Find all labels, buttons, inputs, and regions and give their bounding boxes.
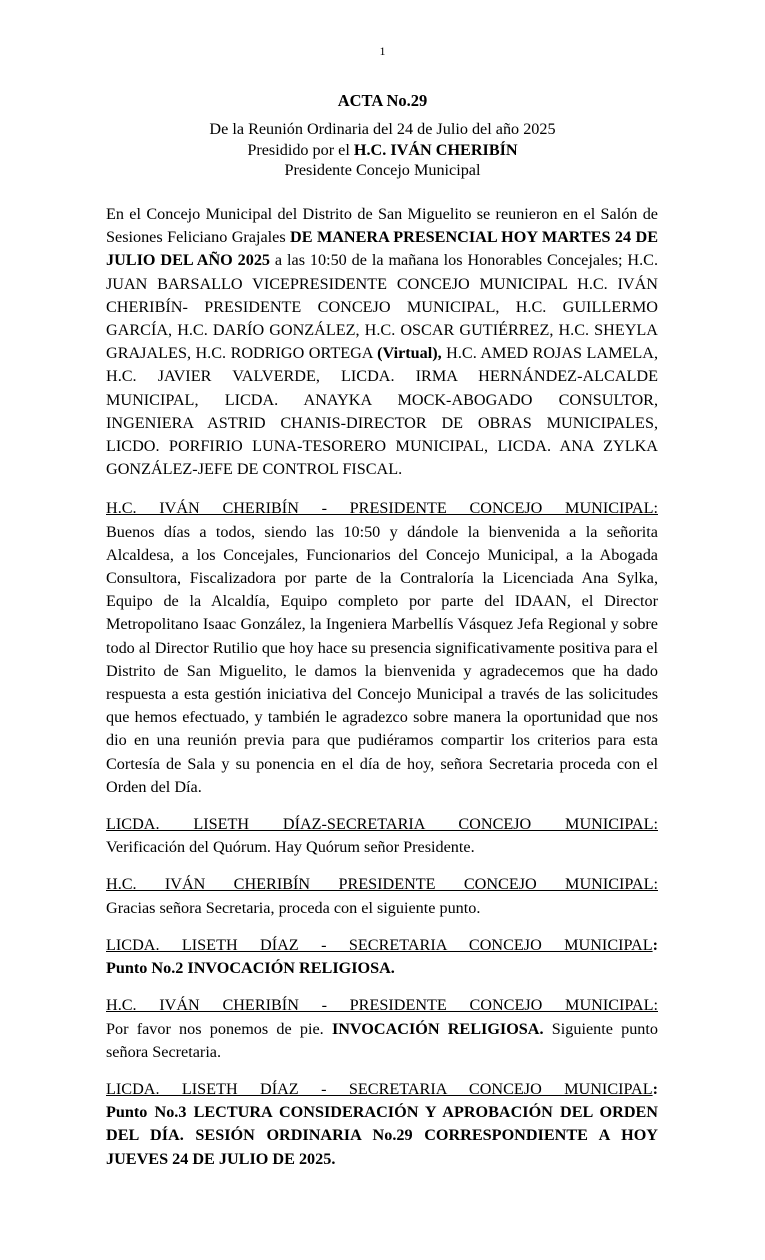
president-name: H.C. IVÁN CHERIBÍN [353,140,518,159]
speaker-label: H.C. IVÁN CHERIBÍN PRESIDENTE CONCEJO MUNICIPAL: [106,875,658,894]
acta-title: ACTA No.29 [337,91,428,110]
presided-by-prefix: Presidido por el [247,140,354,159]
intro-bold-1: DE MANERA PRESENCIAL HOY MARTES 24 DE JULIO DEL AÑO 2025 [106,228,658,270]
secretary-punto3-paragraph [106,1078,658,1171]
speaker-line [106,934,658,957]
speaker-colon: : [652,935,658,954]
speaker-label: LICDA. LISETH DÍAZ - SECRETARIA CONCEJO MUNICIPAL [106,935,653,954]
president-role-line: Presidente Concejo Municipal [284,161,481,179]
intro-text-1: En el Concejo Municipal del Distrito de San Miguelito se reunieron en el Salón de Sesiones Feliciano Grajales [106,205,658,247]
intro-text-2: a las 10:50 de la mañana los Honorables Concejales; H.C. JUAN BARSALLO VICEPRESIDENTE CONCEJO MUNICIPAL H.C. IVÁN CHERIBÍN- PRESIDENTE CONCEJO MUNICIPAL, H.C. GUILLERMO GARCÍA, H.C. DARÍO GONZÁLEZ, H.C. OSCAR GUTIÉRREZ, H.C. SHEYLA GRAJALES, H.C. RODRIGO ORTEGA [106,251,658,363]
paragraph-text: Buenos días a todos, siendo las 10:50 y dándole la bienvenida a la señorita Alcaldesa, a los Concejales, Funcionarios del Concejo Municipal, a la Abogada Consultora, Fiscalizadora por parte de la Contraloría la Licenciada Ana Sylka, Equipo de la Alcaldía, Equipo completo por parte del IDAAN, el Director Metropolitano Isaac González, la Ingeniera Marbellís Vásquez Jefa Regional y sobre todo al Director Rutilio que hoy hace su presencia significativamente positiva para el Distrito de San Miguelito, le damos la bienvenida y agradecemos que ha dado respuesta a esta gestión iniciativa del Concejo Municipal a través de las solicitudes que hemos efectuado, y también le agradezco sobre manera la oportunidad que nos dio en una reunión previa para que pudiéramos compartir los criterios para esta Cortesía de Sala y su ponencia en el día de hoy, señora Secretaria proceda con el Orden del Día. [106,522,658,796]
speaker-label: H.C. IVÁN CHERIBÍN - PRESIDENTE CONCEJO MUNICIPAL: [106,996,658,1015]
page-number: 1 [379,44,386,58]
speaker-label: LICDA. LISETH DÍAZ-SECRETARIA CONCEJO MUNICIPAL: [106,815,658,834]
speaker-label: LICDA. LISETH DÍAZ - SECRETARIA CONCEJO MUNICIPAL [106,1079,653,1098]
speaker-line [106,1078,658,1101]
presided-by-line [0,140,765,161]
invocation-bold: INVOCACIÓN RELIGIOSA. [331,1019,544,1038]
secretary-quorum-paragraph [106,813,658,859]
agenda-item-text: Punto No.3 LECTURA CONSIDERACIÓN Y APROBACIÓN DEL ORDEN DEL DÍA. SESIÓN ORDINARIA No.29 CORRESPONDIENTE A HOY JUEVES 24 DE JULIO DE 2025. [106,1103,658,1168]
secretary-punto2-paragraph [106,934,658,980]
intro-bold-virtual: (Virtual), [377,344,442,363]
intro-text-3: H.C. AMED ROJAS LAMELA, H.C. JAVIER VALVERDE, LICDA. IRMA HERNÁNDEZ-ALCALDE MUNICIPAL, LICDA. ANAYKA MOCK-ABOGADO CONSULTOR, INGENIERA ASTRID CHANIS-DIRECTOR DE OBRAS MUNICIPALES, LICDO. PORFIRIO LUNA-TESORERO MUNICIPAL, LICDA. ANA ZYLKA GONZÁLEZ-JEFE DE CONTROL FISCAL. [106,344,658,479]
paragraph-text-2: Siguiente punto señora Secretaria. [106,1019,658,1061]
paragraph-text: Gracias señora Secretaria, proceda con el siguiente punto. [106,898,481,917]
intro-paragraph [106,203,658,481]
document-header [0,90,765,181]
speaker-colon: : [652,1079,658,1098]
paragraph-text: Verificación del Quórum. Hay Quórum señor Presidente. [106,838,475,857]
president-thanks-paragraph [106,873,658,919]
speaker-label: H.C. IVÁN CHERIBÍN - PRESIDENTE CONCEJO MUNICIPAL: [106,499,658,518]
paragraph-text-1: Por favor nos ponemos de pie. [106,1019,332,1038]
session-date-line: De la Reunión Ordinaria del 24 de Julio del año 2025 [209,120,556,138]
agenda-item-text: Punto No.2 INVOCACIÓN RELIGIOSA. [106,959,395,978]
document-body [106,203,658,1185]
president-opening-paragraph [106,497,658,799]
president-invocation-paragraph [106,994,658,1064]
